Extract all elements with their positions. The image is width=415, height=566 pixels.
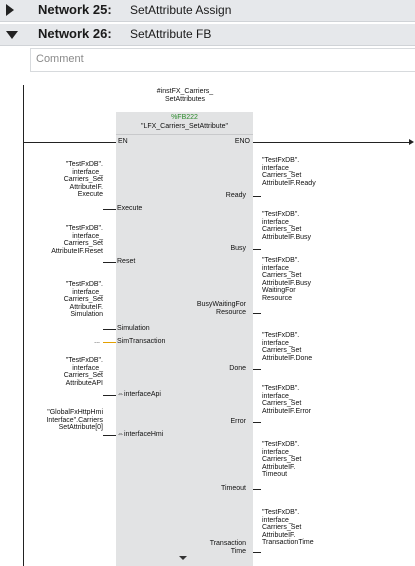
network-title[interactable]: SetAttribute FB xyxy=(130,27,212,41)
pin-simulation: Simulation xyxy=(117,325,150,332)
operand-done[interactable]: "TestFxDB". interface_ Carriers_Set AttributeIF.Done xyxy=(262,332,313,362)
execute-wire xyxy=(103,209,116,210)
reset-wire xyxy=(103,262,116,263)
network-26-header[interactable] xyxy=(0,24,415,46)
timeout-wire xyxy=(253,489,261,490)
instance-db-line2[interactable]: SetAttributes xyxy=(164,96,206,103)
fb-expand-icon[interactable] xyxy=(179,556,187,560)
fb-number: %FB222 xyxy=(171,114,198,121)
operand-timeout[interactable]: "TestFxDB". interface_ Carriers_Set AttributeIF. Timeout xyxy=(262,441,302,479)
operand-transactiontime[interactable]: "TestFxDB". interface_ Carriers_Set AttributeIF. TransactionTime xyxy=(262,509,314,547)
pin-simtransaction: SimTransaction xyxy=(117,338,166,345)
operand-interfaceapi[interactable]: "TestFxDB". interface_ Carriers_Set AttributeAPI xyxy=(63,357,103,387)
pin-transactiontime: Transaction Time xyxy=(209,540,246,555)
operand-simulation[interactable]: "TestFxDB". interface_ Carriers_Set AttributeIF. Simulation xyxy=(63,281,103,319)
ready-wire xyxy=(253,196,261,197)
operand-busywaiting[interactable]: "TestFxDB". interface_ Carriers_Set AttributeIF.Busy WaitingFor Resource xyxy=(262,257,312,302)
busy-wire xyxy=(253,249,261,250)
power-rail xyxy=(23,85,24,566)
pin-interfacehmi: ⇔interfaceHmi xyxy=(117,431,164,438)
operand-error[interactable]: "TestFxDB". interface_ Carriers_Set AttributeIF.Error xyxy=(262,385,312,415)
transactiontime-wire xyxy=(253,552,261,553)
pin-eno: ENO xyxy=(234,138,250,145)
error-wire xyxy=(253,422,261,423)
pin-ready: Ready xyxy=(225,192,246,199)
eno-wire xyxy=(253,142,410,143)
pin-busywaitingforresource: BusyWaitingFor Resource xyxy=(196,301,246,316)
function-block-title xyxy=(116,112,253,135)
inout-icon: ⇔ xyxy=(117,391,124,398)
comment-placeholder: Comment xyxy=(36,53,84,65)
operand-execute[interactable]: "TestFxDB". interface_ Carriers_Set AttributeIF. Execute xyxy=(63,161,103,199)
pin-interfaceapi: ⇔interfaceApi xyxy=(117,391,161,398)
operand-interfacehmi[interactable]: "GlobalFxHttpHmi Interface".Carriers SetAttribute[0] xyxy=(46,409,103,432)
interfaceapi-wire xyxy=(103,395,116,396)
pin-reset: Reset xyxy=(117,258,136,265)
pin-done: Done xyxy=(229,365,246,372)
pin-en: EN xyxy=(118,138,128,145)
simtransaction-wire xyxy=(103,342,116,343)
operand-busy[interactable]: "TestFxDB". interface_ Carriers_Set AttributeIF.Busy xyxy=(262,211,312,241)
network-25-header[interactable] xyxy=(0,0,415,22)
operand-ready[interactable]: "TestFxDB". interface_ Carriers_Set AttributeIF.Ready xyxy=(262,157,316,187)
pin-busy: Busy xyxy=(230,245,246,252)
inout-icon: ⇔ xyxy=(117,431,124,438)
fb-name: "LFX_Carriers_SetAttribute" xyxy=(140,123,229,130)
simulation-wire xyxy=(103,329,116,330)
done-wire xyxy=(253,369,261,370)
interfacehmi-wire xyxy=(103,435,116,436)
network-title[interactable]: SetAttribute Assign xyxy=(130,3,232,17)
busywaiting-wire xyxy=(253,313,261,314)
en-wire xyxy=(23,142,116,143)
network-number: Network 25: xyxy=(38,2,112,17)
collapse-icon[interactable] xyxy=(6,31,18,39)
comment-field[interactable] xyxy=(30,48,415,72)
pin-timeout: Timeout xyxy=(220,485,246,492)
pin-execute: Execute xyxy=(117,205,143,212)
instance-db-line1[interactable]: #instFX_Carriers_ xyxy=(156,88,214,95)
expand-icon[interactable] xyxy=(6,4,14,16)
unconnected-operand[interactable]: ... xyxy=(94,338,100,345)
wire-arrow-icon xyxy=(409,139,414,145)
network-number: Network 26: xyxy=(38,26,112,41)
pin-error: Error xyxy=(230,418,246,425)
operand-reset[interactable]: "TestFxDB". interface_ Carriers_Set AttributeIF.Reset xyxy=(51,225,103,255)
